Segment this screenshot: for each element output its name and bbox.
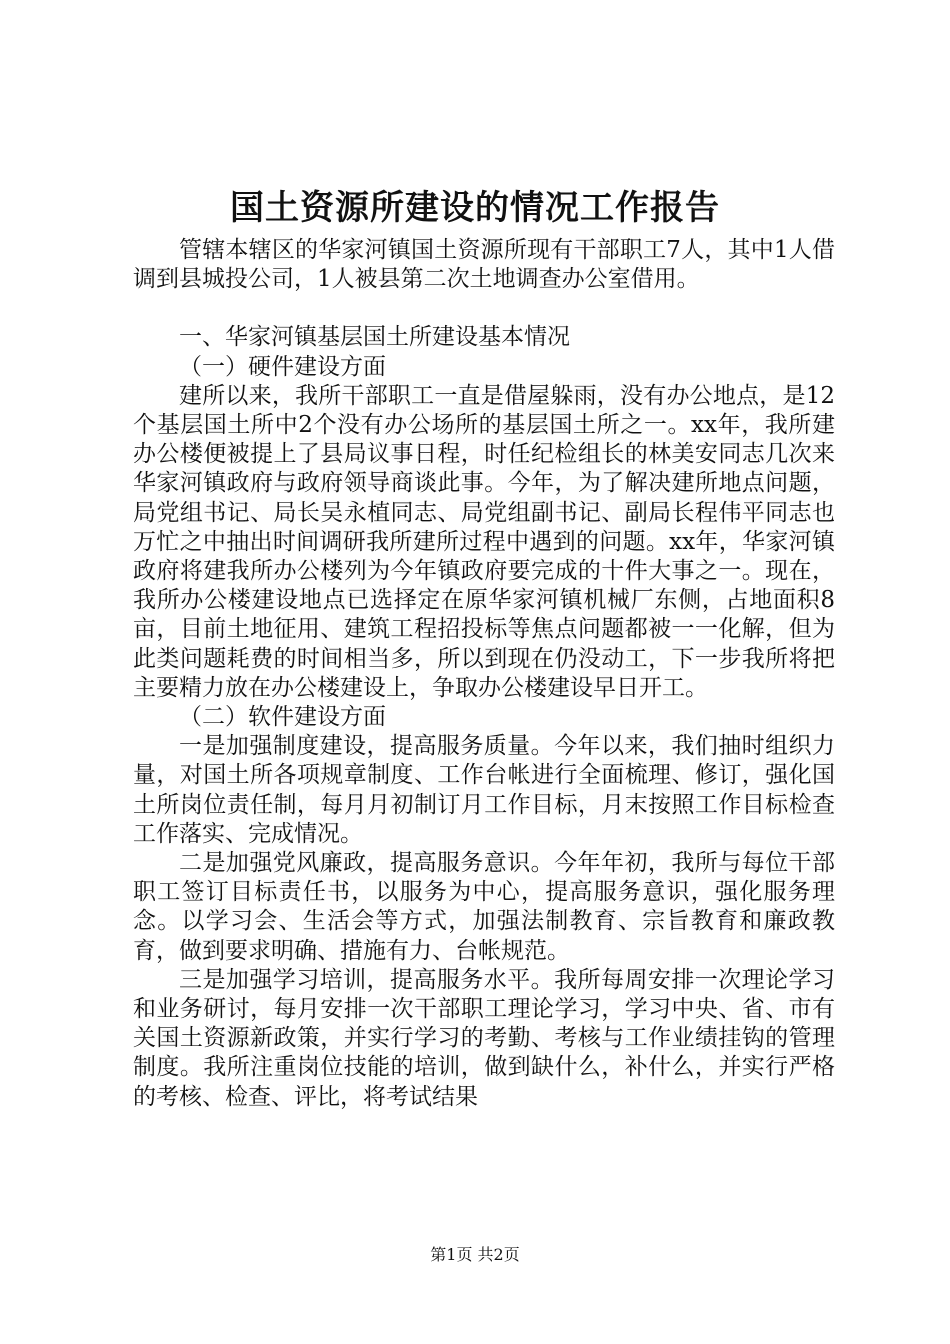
document-body — [133, 236, 835, 1112]
subsection-heading-software: （二）软件建设方面 — [179, 704, 386, 731]
document-title: 国土资源所建设的情况工作报告 — [230, 188, 720, 228]
hardware-paragraph: 建所以来，我所干部职工一直是借屋躲雨，没有办公地点，是12个基层国土所中2个没有办公场所的基层国土所之一。xx年，我所建办公楼便被提上了县局议事日程，时任纪检组长的林美安同志几次来华家河镇政府与政府领导商谈此事。今年，为了解决建所地点问题，局党组书记、局长吴永植同志、局党组副书记、副局长程伟平同志也万忙之中抽出时间调研我所建所过程中遇到的问题。xx年，华家河镇政府将建我所办公楼列为今年镇政府要完成的十件大事之一。现在，我所办公楼建设地点已选择定在原华家河镇机械厂东侧，占地面积8亩，目前土地征用、建筑工程招投标等焦点问题都被一一化解，但为此类问题耗费的时间相当多，所以到现在仍没动工，下一步我所将把主要精力放在办公楼建设上，争取办公楼建设早日开工。 — [133, 382, 835, 701]
software-paragraph-3: 三是加强学习培训，提高服务水平。我所每周安排一次理论学习和业务研讨，每月安排一次干部职工理论学习，学习中央、省、市有关国土资源新政策，并实行学习的考勤、考核与工作业绩挂钩的管理制度。我所注重岗位技能的培训，做到缺什么，补什么，并实行严格的考核、检查、评比，将考试结果 — [133, 966, 835, 1110]
software-paragraph-2: 二是加强党风廉政，提高服务意识。今年年初，我所与每位干部职工签订目标责任书，以服务为中心，提高服务意识，强化服务理念。以学习会、生活会等方式，加强法制教育、宗旨教育和廉政教育，做到要求明确、措施有力、台帐规范。 — [133, 850, 835, 964]
intro-paragraph: 管辖本辖区的华家河镇国土资源所现有干部职工7人，其中1人借调到县城投公司，1人被县第二次土地调查办公室借用。 — [133, 237, 835, 293]
page-footer: 第1页 共2页 — [430, 1245, 520, 1264]
section-heading-1: 一、华家河镇基层国土所建设基本情况 — [179, 324, 570, 351]
software-paragraph-1: 一是加强制度建设，提高服务质量。今年以来，我们抽时组织力量，对国土所各项规章制度、工作台帐进行全面梳理、修订，强化国土所岗位责任制，每月月初制订月工作目标，月末按照工作目标检查工作落实、完成情况。 — [133, 733, 835, 847]
subsection-heading-hardware: （一）硬件建设方面 — [179, 353, 386, 380]
